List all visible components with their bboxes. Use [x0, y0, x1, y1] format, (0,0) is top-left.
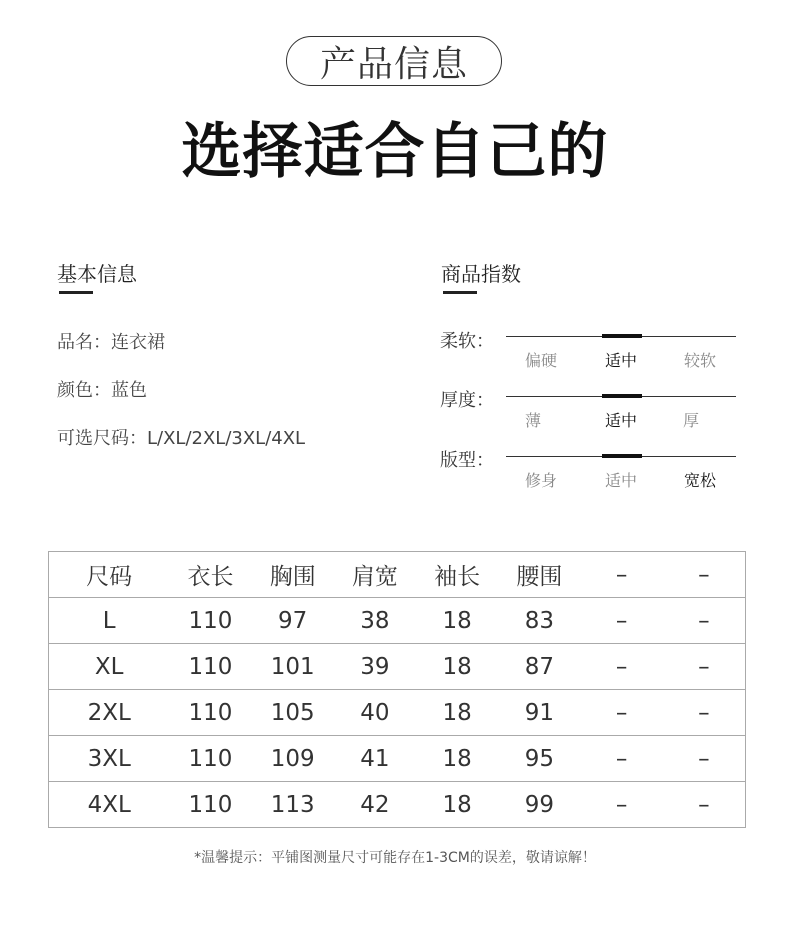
table-cell: 113 [252, 782, 334, 828]
available-sizes: 可选尺码：L/XL/2XL/3XL/4XL [57, 428, 306, 449]
table-cell: 83 [498, 598, 580, 644]
table-cell: – [663, 782, 746, 828]
table-cell: – [581, 782, 663, 828]
table-cell: 41 [334, 736, 416, 782]
fit-option: 适中 [604, 471, 637, 490]
product-index-title: 商品指数 [441, 262, 521, 286]
header-cell: – [698, 561, 710, 588]
table-cell: – [663, 736, 746, 782]
table-cell: – [663, 644, 746, 690]
table-cell: – [663, 690, 746, 736]
product-name: 品名：连衣裙 [57, 332, 165, 353]
thickness-option: 厚 [682, 411, 699, 430]
table-cell: 95 [498, 736, 580, 782]
size-table-header-row [49, 552, 746, 598]
page-headline: 选择适合自己的 [181, 117, 609, 187]
softness-label: 柔软： [440, 331, 494, 352]
basic-info-title: 基本信息 [57, 262, 137, 286]
table-cell: XL [49, 644, 170, 690]
header-cell: 肩宽 [351, 564, 398, 590]
table-cell: 101 [252, 644, 334, 690]
thickness-option: 薄 [524, 411, 541, 430]
table-cell: 110 [169, 598, 251, 644]
thickness-option-selected: 适中 [604, 411, 637, 430]
table-cell: 2XL [49, 690, 170, 736]
basic-info-underline [59, 291, 93, 294]
fit-option-selected: 宽松 [683, 471, 716, 490]
table-cell: 91 [498, 690, 580, 736]
table-cell: 3XL [49, 736, 170, 782]
table-cell: 38 [334, 598, 416, 644]
fit-label: 版型： [440, 450, 494, 471]
table-cell: – [581, 644, 663, 690]
header-cell: 衣长 [187, 564, 234, 590]
product-index-underline [443, 291, 477, 294]
fit-option: 修身 [524, 471, 557, 490]
table-cell: 18 [416, 598, 498, 644]
table-cell: 18 [416, 782, 498, 828]
table-row [49, 598, 746, 644]
header-cell: 袖长 [434, 564, 481, 590]
table-cell: 97 [252, 598, 334, 644]
header-cell: 尺码 [86, 564, 133, 590]
table-cell: 110 [169, 782, 251, 828]
table-cell: – [581, 690, 663, 736]
header-cell: 腰围 [516, 564, 563, 590]
table-cell: 87 [498, 644, 580, 690]
table-cell: 4XL [49, 782, 170, 828]
table-cell: 39 [334, 644, 416, 690]
thickness-label: 厚度： [440, 390, 494, 411]
product-info-badge [286, 36, 502, 86]
table-cell: 105 [252, 690, 334, 736]
product-color: 颜色：蓝色 [57, 380, 147, 401]
table-cell: L [49, 598, 170, 644]
table-cell: 40 [334, 690, 416, 736]
table-cell: – [581, 598, 663, 644]
measurement-note: *温馨提示：平铺图测量尺寸可能存在1-3CM的误差，敬请谅解！ [194, 850, 596, 866]
table-row [49, 782, 746, 828]
thickness-indicator [602, 394, 642, 398]
table-row [49, 736, 746, 782]
table-cell: 99 [498, 782, 580, 828]
softness-option: 较软 [683, 351, 716, 370]
header-cell: 胸围 [269, 564, 316, 590]
table-cell: – [581, 736, 663, 782]
size-table [48, 551, 746, 828]
table-cell: 18 [416, 644, 498, 690]
table-cell: 109 [252, 736, 334, 782]
table-cell: 18 [416, 736, 498, 782]
table-cell: 110 [169, 736, 251, 782]
softness-option-selected: 适中 [604, 351, 637, 370]
table-cell: – [663, 598, 746, 644]
fit-indicator [602, 454, 642, 458]
table-row [49, 644, 746, 690]
table-row [49, 690, 746, 736]
table-cell: 110 [169, 690, 251, 736]
table-cell: 42 [334, 782, 416, 828]
softness-option: 偏硬 [524, 351, 557, 370]
table-cell: 18 [416, 690, 498, 736]
table-cell: 110 [169, 644, 251, 690]
badge-label: 产品信息 [319, 43, 468, 85]
softness-indicator [602, 334, 642, 338]
header-cell: – [615, 561, 628, 588]
